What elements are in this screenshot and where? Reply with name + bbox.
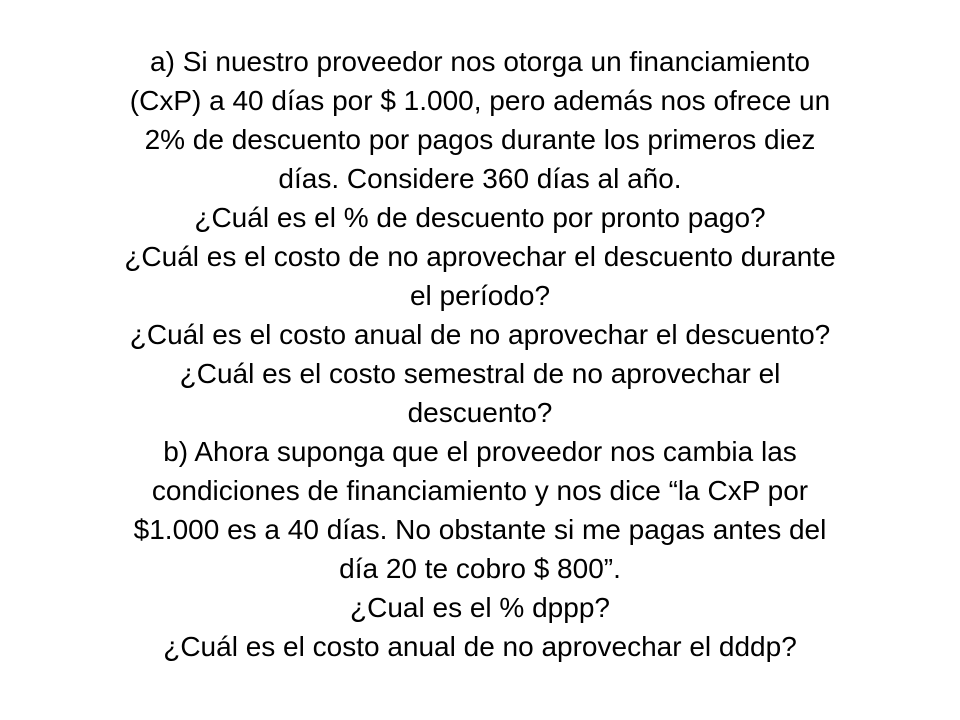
question-discount-percent: ¿Cuál es el % de descuento por pronto pago? bbox=[194, 202, 766, 233]
slide-text-body bbox=[60, 42, 900, 666]
question-dppp-percent: ¿Cual es el % dppp? bbox=[350, 592, 610, 623]
part-a-intro-line-2: (CxP) a 40 días por $ 1.000, pero además nos ofrece un bbox=[129, 85, 831, 116]
question-semester-cost-line-1: ¿Cuál es el costo semestral de no aprovechar el bbox=[179, 358, 781, 389]
part-b-intro-line-2: condiciones de financiamiento y nos dice “la CxP por bbox=[151, 475, 809, 506]
part-a-intro-line-4: días. Considere 360 días al año. bbox=[278, 163, 682, 194]
question-semester-cost-line-2: descuento? bbox=[407, 397, 553, 428]
question-annual-cost-dddp: ¿Cuál es el costo anual de no aprovechar el dddp? bbox=[163, 631, 797, 662]
part-a-intro-line-3: 2% de descuento por pagos durante los primeros diez bbox=[144, 124, 816, 155]
part-a-intro-line-1: a) Si nuestro proveedor nos otorga un financiamiento bbox=[150, 46, 810, 77]
part-b-intro-line-4: día 20 te cobro $ 800”. bbox=[339, 553, 621, 584]
part-b-intro-line-1: b) Ahora suponga que el proveedor nos cambia las bbox=[163, 436, 797, 467]
part-b-intro-line-3: $1.000 es a 40 días. No obstante si me pagas antes del bbox=[133, 514, 827, 545]
question-annual-cost: ¿Cuál es el costo anual de no aprovechar el descuento? bbox=[129, 319, 831, 350]
question-period-cost-line-2: el período? bbox=[409, 280, 551, 311]
question-period-cost-line-1: ¿Cuál es el costo de no aprovechar el descuento durante bbox=[124, 241, 836, 272]
